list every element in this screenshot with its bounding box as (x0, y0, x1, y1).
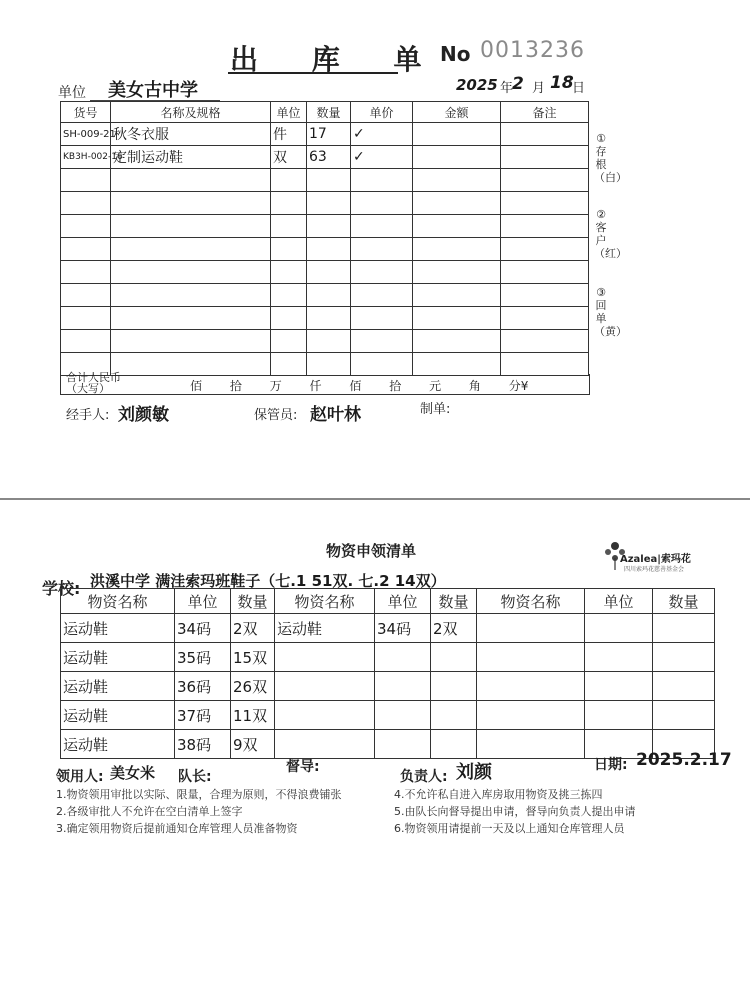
unit-shi: 拾 (229, 379, 242, 393)
requisition-title: 物资申领清单 (326, 542, 417, 560)
cell-unit: 34码 (375, 614, 431, 643)
cell-material: 运动鞋 (61, 701, 175, 730)
date-day-char: 日 (572, 81, 586, 96)
rule-item: 3.确定领用物资后提前通知仓库管理人员准备物资 (56, 822, 298, 835)
table-row (61, 330, 589, 353)
cell-material: 运动鞋 (275, 614, 375, 643)
table-row (61, 123, 589, 146)
table-row (61, 643, 715, 672)
date-month-char: 月 (532, 81, 546, 96)
cell-quantity: 2双 (231, 614, 275, 643)
header-amount: 金额 (413, 102, 501, 123)
outbound-title: 出 库 单 (230, 43, 444, 76)
table-header-row (61, 102, 589, 123)
table-row (61, 284, 589, 307)
table-row (61, 261, 589, 284)
totals-units (190, 377, 528, 394)
rule-item: 1.物资领用审批以实际、限量，合理为原则，不得浪费铺张 (56, 788, 342, 801)
cell-unit (585, 614, 653, 643)
date-month: 2 (512, 74, 524, 94)
form-number-label: No (440, 42, 471, 66)
header-quantity: 数量 (231, 589, 275, 614)
unit-bai2: 佰 (349, 379, 362, 393)
cell-quantity: 11双 (231, 701, 275, 730)
header-unit-price: 单价 (351, 102, 413, 123)
table-row (61, 192, 589, 215)
cell-quantity: 15双 (231, 643, 275, 672)
title-underline (228, 72, 398, 74)
cell-material: 运动鞋 (61, 614, 175, 643)
cell-quantity: 26双 (231, 672, 275, 701)
copy-note-customer: ②客户（红） (594, 208, 627, 260)
table-header-row (61, 589, 715, 614)
cell-item-no: KB3H-002-16 (61, 146, 111, 169)
handler-signature: 刘颜敏 (118, 405, 169, 425)
cell-amount (413, 123, 501, 146)
header-item-no: 货号 (61, 102, 111, 123)
logo-subtitle: 四川索玛花慈善基金会 (624, 566, 685, 573)
responsible-signature: 刘颜 (456, 762, 492, 783)
rules-right (394, 786, 636, 837)
section-divider (0, 498, 750, 500)
table-row (61, 146, 589, 169)
header-quantity: 数量 (653, 589, 715, 614)
outbound-table (60, 101, 589, 376)
header-quantity: 数量 (307, 102, 351, 123)
rules-left (56, 786, 342, 837)
unit-fen: 分¥ (508, 379, 529, 393)
date-year: 2025 (456, 76, 498, 94)
cell-unit: 38码 (175, 730, 231, 759)
cell-unit: 36码 (175, 672, 231, 701)
table-row (61, 307, 589, 330)
unit-shi2: 拾 (389, 379, 402, 393)
logo-text: Azalea|索玛花 (620, 554, 691, 565)
table-row (61, 238, 589, 261)
unit-bai: 佰 (190, 379, 203, 393)
unit-label: 单位 (58, 85, 86, 101)
cell-material: 运动鞋 (61, 672, 175, 701)
cell-item-no: SH-009-21 (61, 123, 111, 146)
maker-label: 制单: (420, 402, 451, 417)
cell-name: 秋冬衣服 (111, 123, 271, 146)
copy-note-stub: ①存根（白） (594, 132, 627, 184)
school-label: 学校: (42, 579, 81, 598)
recipient-signature: 美女米 (110, 764, 156, 782)
cell-unit: 34码 (175, 614, 231, 643)
cell-quantity: 2双 (431, 614, 477, 643)
unit-wan: 万 (269, 379, 282, 393)
cell-quantity: 63 (307, 146, 351, 169)
cell-unit: 双 (271, 146, 307, 169)
header-material-name: 物资名称 (61, 589, 175, 614)
school-value: 洪溪中学 满洼索玛班鞋子（七.1 51双. 七.2 14双） (90, 572, 446, 590)
rule-item: 6.物资领用请提前一天及以上通知仓库管理人员 (394, 822, 625, 835)
header-unit: 单位 (271, 102, 307, 123)
date-value: 2025.2.17 (636, 750, 732, 770)
cell-unit: 35码 (175, 643, 231, 672)
azalea-logo (600, 536, 730, 576)
header-unit: 单位 (375, 589, 431, 614)
handler-label: 经手人: (66, 408, 110, 423)
table-row (61, 169, 589, 192)
recipient-label: 领用人: (56, 769, 104, 785)
rule-item: 2.各级审批人不允许在空白清单上签字 (56, 805, 243, 818)
keeper-label: 保管员: (254, 408, 298, 423)
date-year-char: 年 (500, 81, 514, 96)
date-day: 18 (550, 73, 574, 93)
cell-unit-price: ✓ (351, 146, 413, 169)
header-material-name: 物资名称 (275, 589, 375, 614)
form-number: 0013236 (480, 38, 585, 63)
keeper-signature: 赵叶林 (310, 405, 361, 425)
cell-material: 运动鞋 (61, 730, 175, 759)
copy-note-return: ③回单（黄） (594, 286, 627, 338)
captain-label: 队长: (178, 769, 212, 785)
cell-unit-price: ✓ (351, 123, 413, 146)
unit-jiao: 角 (468, 379, 481, 393)
table-row (61, 672, 715, 701)
cell-unit: 件 (271, 123, 307, 146)
header-material-name: 物资名称 (477, 589, 585, 614)
cell-quantity: 17 (307, 123, 351, 146)
cell-material (477, 614, 585, 643)
header-name-spec: 名称及规格 (111, 102, 271, 123)
rule-item: 4.不允许私自进入库房取用物资及挑三拣四 (394, 788, 603, 801)
supervisor-label: 督导: (286, 759, 320, 775)
header-remark: 备注 (501, 102, 589, 123)
table-row (61, 701, 715, 730)
totals-label: 合计人民币（大写） (66, 371, 121, 395)
rule-item: 5.由队长向督导提出申请，督导向负责人提出申请 (394, 805, 636, 818)
cell-material: 运动鞋 (61, 643, 175, 672)
unit-value: 美女古中学 (108, 80, 198, 101)
table-row (61, 215, 589, 238)
requisition-table (60, 588, 715, 759)
cell-name: 定制运动鞋 (111, 146, 271, 169)
unit-qian: 仟 (309, 379, 322, 393)
table-row (61, 353, 589, 376)
cell-quantity: 9双 (231, 730, 275, 759)
header-quantity: 数量 (431, 589, 477, 614)
date-label: 日期: (594, 757, 628, 773)
unit-yuan: 元 (429, 379, 442, 393)
cell-quantity (653, 614, 715, 643)
header-unit: 单位 (585, 589, 653, 614)
cell-remark (501, 146, 589, 169)
cell-remark (501, 123, 589, 146)
responsible-label: 负责人: (400, 769, 448, 785)
table-row (61, 614, 715, 643)
cell-amount (413, 146, 501, 169)
header-unit: 单位 (175, 589, 231, 614)
cell-unit: 37码 (175, 701, 231, 730)
